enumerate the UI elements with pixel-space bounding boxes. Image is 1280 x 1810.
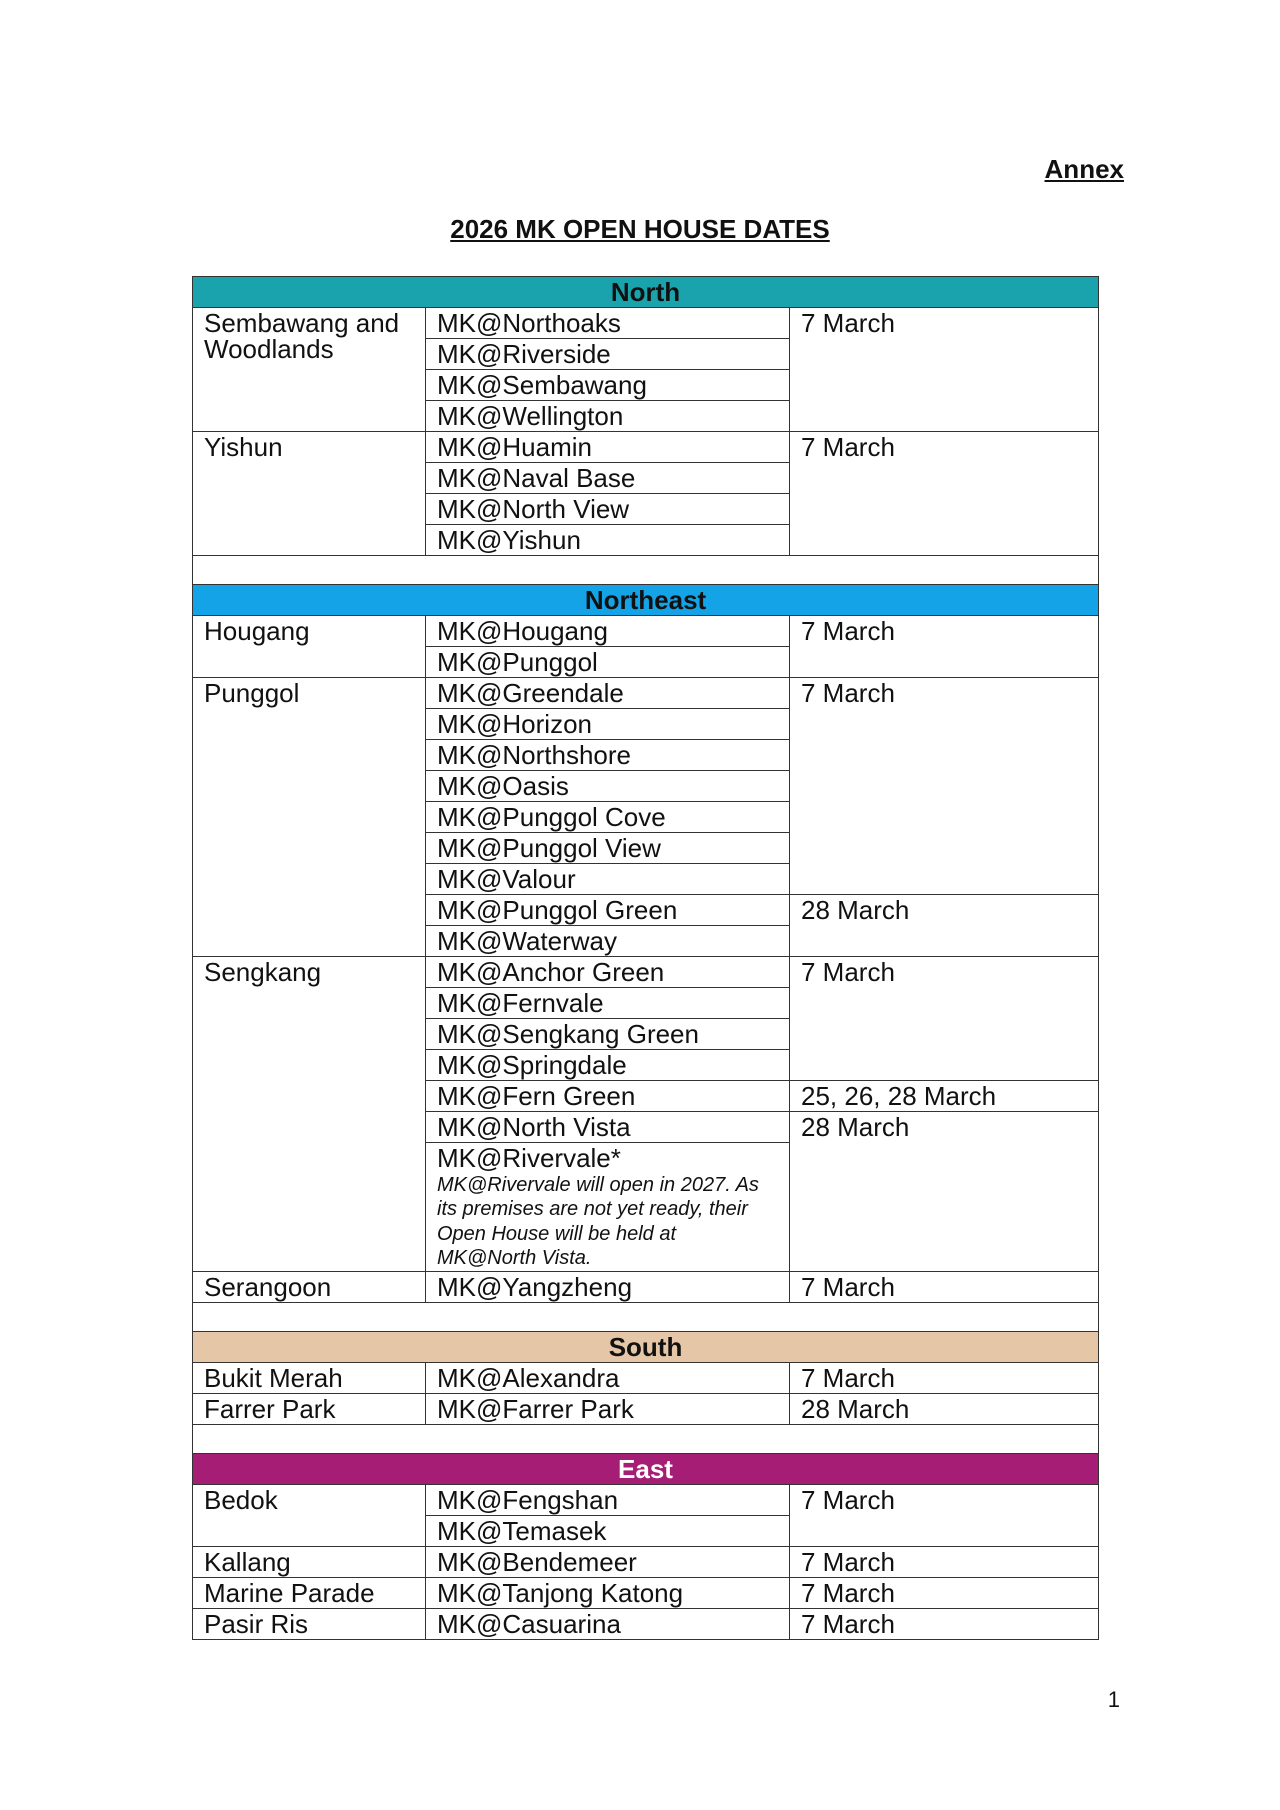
- centre-name: MK@Hougang: [426, 616, 790, 647]
- open-house-date: 7 March: [790, 616, 1099, 678]
- centre-name: MK@Bendemeer: [426, 1546, 790, 1577]
- centre-name: MK@Farrer Park: [426, 1393, 790, 1424]
- centre-name: MK@Yangzheng: [426, 1271, 790, 1302]
- open-house-date: 7 March: [790, 957, 1099, 1081]
- region-header-northeast: Northeast: [193, 585, 1099, 616]
- centre-name: MK@Tanjong Katong: [426, 1577, 790, 1608]
- area-name: Hougang: [193, 616, 426, 678]
- open-house-date: 7 March: [790, 432, 1099, 556]
- area-name: Marine Parade: [193, 1577, 426, 1608]
- open-house-date: 7 March: [790, 1608, 1099, 1639]
- open-house-date: 7 March: [790, 1577, 1099, 1608]
- region-header-north: North: [193, 277, 1099, 308]
- area-name: Farrer Park: [193, 1393, 426, 1424]
- centre-name: MK@Sembawang: [426, 370, 790, 401]
- centre-name: MK@Huamin: [426, 432, 790, 463]
- region-header-south: South: [193, 1331, 1099, 1362]
- centre-name: MK@North View: [426, 494, 790, 525]
- open-house-date: 7 March: [790, 1546, 1099, 1577]
- centre-name: MK@Riverside: [426, 339, 790, 370]
- annex-label: Annex: [1044, 154, 1124, 184]
- area-name: Pasir Ris: [193, 1608, 426, 1639]
- open-house-table: [192, 276, 1099, 1640]
- centre-name: MK@Temasek: [426, 1515, 790, 1546]
- section-spacer: [193, 556, 1099, 585]
- page-title: 2026 MK OPEN HOUSE DATES: [450, 214, 830, 244]
- centre-name: MK@Alexandra: [426, 1362, 790, 1393]
- centre-name: MK@Waterway: [426, 926, 790, 957]
- centre-name: MK@Fern Green: [426, 1081, 790, 1112]
- area-name: Yishun: [193, 432, 426, 556]
- centre-name: MK@Punggol: [426, 647, 790, 678]
- open-house-date: 28 March: [790, 1393, 1099, 1424]
- area-name: Kallang: [193, 1546, 426, 1577]
- page-number: 1: [1107, 1687, 1120, 1712]
- centre-name: MK@Oasis: [426, 771, 790, 802]
- centre-name: MK@Greendale: [426, 678, 790, 709]
- centre-name: MK@North Vista: [426, 1112, 790, 1143]
- centre-name: MK@Sengkang Green: [426, 1019, 790, 1050]
- centre-name: MK@Fernvale: [426, 988, 790, 1019]
- area-name: Bedok: [193, 1484, 426, 1546]
- open-house-date: 25, 26, 28 March: [790, 1081, 1099, 1112]
- area-name: Bukit Merah: [193, 1362, 426, 1393]
- section-spacer: [193, 1302, 1099, 1331]
- centre-name: MK@Wellington: [426, 401, 790, 432]
- centre-name: MK@Punggol Green: [426, 895, 790, 926]
- area-name: Sembawang and Woodlands: [193, 308, 426, 432]
- centre-name: MK@Punggol View: [426, 833, 790, 864]
- open-house-date: 7 March: [790, 1484, 1099, 1546]
- area-name: Sengkang: [193, 957, 426, 1272]
- centre-name: MK@Punggol Cove: [426, 802, 790, 833]
- open-house-date: 28 March: [790, 895, 1099, 957]
- centre-name: MK@Rivervale* MK@Rivervale will open in 2027. As its premises are not yet ready, their Open House will be held at MK@North Vista.: [426, 1143, 790, 1272]
- centre-name: MK@Fengshan: [426, 1484, 790, 1515]
- open-house-date: 7 March: [790, 1271, 1099, 1302]
- region-header-east: East: [193, 1453, 1099, 1484]
- centre-name: MK@Anchor Green: [426, 957, 790, 988]
- centre-name: MK@Northshore: [426, 740, 790, 771]
- centre-name: MK@Northoaks: [426, 308, 790, 339]
- section-spacer: [193, 1424, 1099, 1453]
- centre-name: MK@Yishun: [426, 525, 790, 556]
- open-house-date: 28 March: [790, 1112, 1099, 1272]
- centre-name: MK@Valour: [426, 864, 790, 895]
- open-house-date: 7 March: [790, 1362, 1099, 1393]
- centre-name: MK@Casuarina: [426, 1608, 790, 1639]
- open-house-date: 7 March: [790, 308, 1099, 432]
- centre-name: MK@Naval Base: [426, 463, 790, 494]
- area-name: Punggol: [193, 678, 426, 957]
- centre-name: MK@Springdale: [426, 1050, 790, 1081]
- rivervale-note: MK@Rivervale will open in 2027. As its premises are not yet ready, their Open House will be held at MK@North Vista.: [437, 1174, 759, 1270]
- area-name: Serangoon: [193, 1271, 426, 1302]
- open-house-date: 7 March: [790, 678, 1099, 895]
- centre-name: MK@Horizon: [426, 709, 790, 740]
